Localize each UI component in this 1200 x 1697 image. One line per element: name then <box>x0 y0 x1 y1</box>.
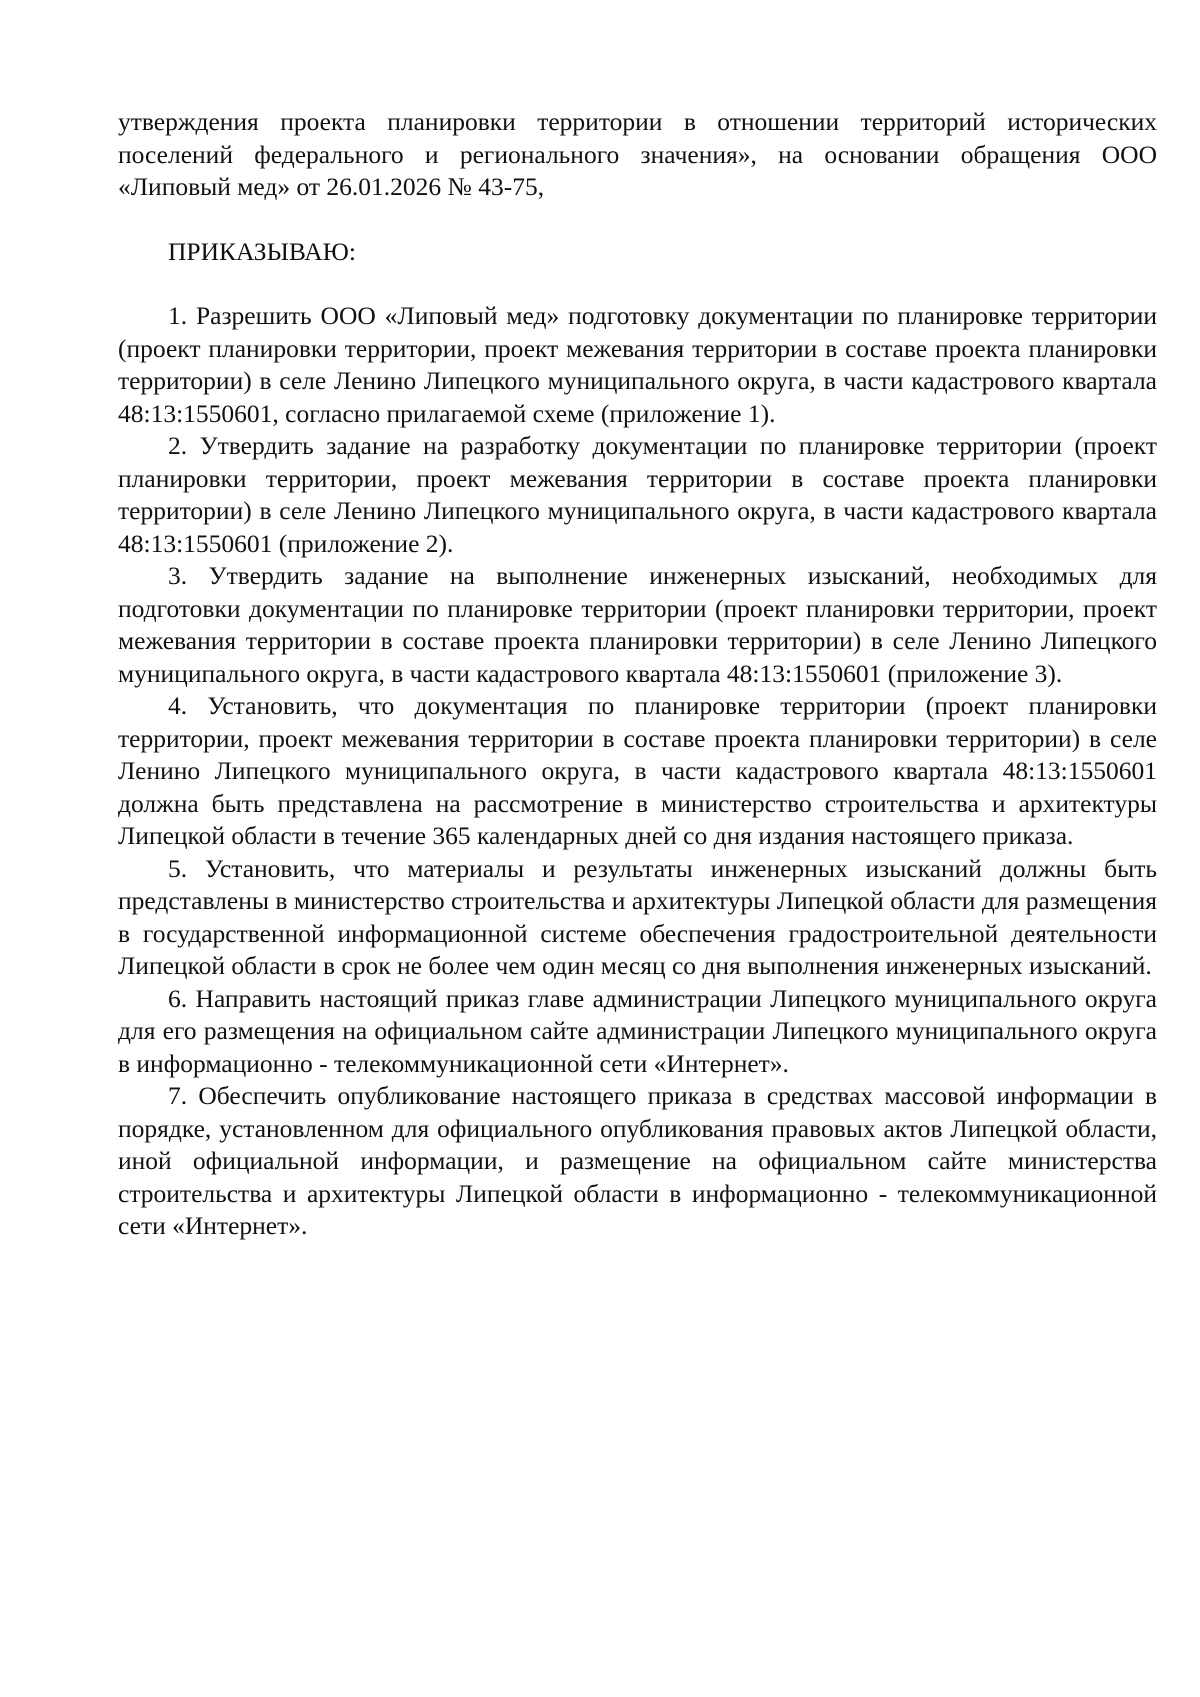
order-item-6: 6. Направить настоящий приказ главе администрации Липецкого муниципального округа для его размещения на официальном сайте администрации Липецкого муниципального округа в информационно - телекоммуникационной сети «Интернет». <box>118 983 1157 1078</box>
order-item-1: 1. Разрешить ООО «Липовый мед» подготовку документации по планировке территории (проект планировки территории, проект межевания территории в составе проекта планировки территории) в селе Ленино Липецкого муниципального округа, в части кадастрового квартала 48:13:1550601, согласно прилагаемой схеме (приложение 1). <box>118 301 1157 428</box>
order-item-7: 7. Обеспечить опубликование настоящего приказа в средствах массовой информации в порядке, установленном для официального опубликования правовых актов Липецкой области, иной официальной информации, и размещение на официальном сайте министерства строительства и архитектуры Липецкой области в информационно - телекоммуникационной сети «Интернет». <box>118 1081 1157 1240</box>
order-item-4: 4. Установить, что документация по планировке территории (проект планировки территории, проект межевания территории в составе проекта планировки территории) в селе Ленино Липецкого муниципального округа, в части кадастрового квартала 48:13:1550601 должна быть представлена на рассмотрение в министерство строительства и архитектуры Липецкой области в течение 365 календарных дней со дня издания настоящего приказа. <box>118 691 1157 850</box>
order-command: ПРИКАЗЫВАЮ: <box>168 236 356 266</box>
order-item-5: 5. Установить, что материалы и результаты инженерных изысканий должны быть представлены в министерство строительства и архитектуры Липецкой области для размещения в государственной информационной системе обеспечения градостроительной деятельности Липецкой области в срок не более чем один месяц со дня выполнения инженерных изысканий. <box>118 853 1157 980</box>
order-item-2: 2. Утвердить задание на разработку документации по планировке территории (проект планировки территории, проект межевания территории в составе проекта планировки территории) в селе Ленино Липецкого муниципального округа, в части кадастрового квартала 48:13:1550601 (приложение 2). <box>118 431 1157 558</box>
intro-paragraph: утверждения проекта планировки территории в отношении территорий исторических поселений федерального и регионального значения», на основании обращения ООО «Липовый мед» от 26.01.2026 № 43-75, <box>118 107 1157 201</box>
order-item-3: 3. Утвердить задание на выполнение инженерных изысканий, необходимых для подготовки документации по планировке территории (проект планировки территории, проект межевания территории в составе проекта планировки территории) в селе Ленино Липецкого муниципального округа, в части кадастрового квартала 48:13:1550601 (приложение 3). <box>118 561 1157 688</box>
document-page <box>118 106 1157 1243</box>
